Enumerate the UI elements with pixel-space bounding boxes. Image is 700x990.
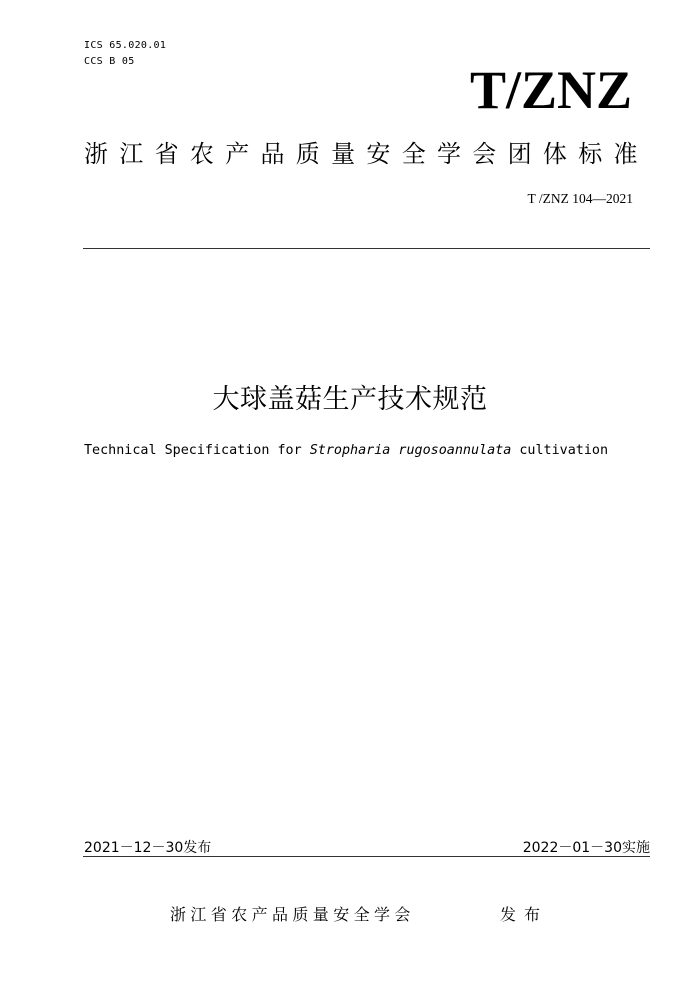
title-en-prefix: Technical Specification for [84,443,310,458]
publisher-name: 浙江省农产品质量安全学会 [170,905,415,924]
title-en-suffix: cultivation [511,443,609,458]
ccs-code: CCS B 05 [84,56,135,67]
release-date: 2021－12－30发布 [84,840,212,856]
document-title-en [84,443,608,458]
organization-title: 浙江省农产品质量安全学会团体标准 [84,140,649,168]
brand-logo-text: T/ZNZ [469,60,632,120]
publish-label: 发布 [500,905,549,924]
document-title-cn: 大球盖菇生产技术规范 [212,384,488,415]
standard-number: T /ZNZ 104—2021 [527,191,633,206]
classification-codes [84,38,166,70]
implementation-date: 2022－01－30实施 [522,840,650,856]
ics-code: ICS 65.020.01 [84,40,167,51]
top-divider [83,248,650,249]
title-en-genus: Stropharia [309,443,391,458]
bottom-divider [83,856,650,857]
title-en-species: rugosoannulata [398,443,512,458]
